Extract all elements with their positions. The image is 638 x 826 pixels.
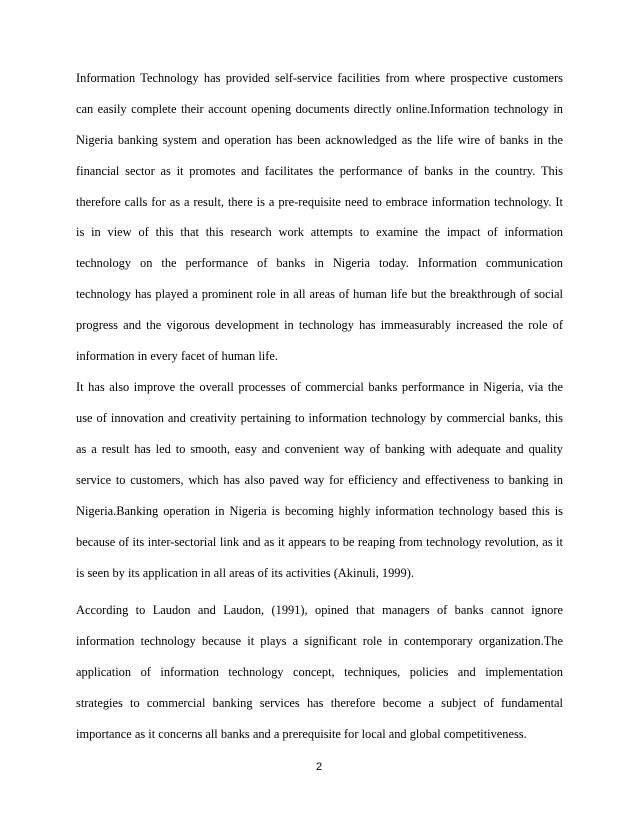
paragraph-3-line-3: application of information technology concept, techniques, policies and implementation	[76, 665, 563, 679]
page-number: 2	[315, 761, 323, 773]
paragraph-2-line-5: Nigeria.Banking operation in Nigeria is becoming highly information technology based this is	[76, 504, 563, 518]
paragraph-1-line-6: is in view of this that this research work attempts to examine the impact of information	[76, 225, 563, 239]
paragraph-1-line-10: information in every facet of human life.	[76, 349, 278, 363]
paragraph-2-line-7: is seen by its application in all areas of its activities (Akinuli, 1999).	[76, 566, 414, 580]
paragraph-1-line-7: technology on the performance of banks in Nigeria today. Information communication	[76, 256, 563, 270]
paragraph-3-line-1: According to Laudon and Laudon, (1991), opined that managers of banks cannot ignore	[76, 603, 563, 617]
paragraph-2-line-2: use of innovation and creativity pertaining to information technology by commercial banks, this	[76, 411, 563, 425]
paragraph-2-line-1: It has also improve the overall processes of commercial banks performance in Nigeria, via the	[76, 380, 563, 394]
paragraph-3-line-5: importance as it concerns all banks and a prerequisite for local and global competitiveness.	[76, 727, 527, 741]
paragraph-1-line-2: can easily complete their account opening documents directly online.Information technology in	[76, 102, 563, 116]
paragraph-1-line-9: progress and the vigorous development in technology has immeasurably increased the role of	[76, 318, 563, 332]
paragraph-3-line-4: strategies to commercial banking services has therefore become a subject of fundamental	[76, 696, 563, 710]
paragraph-1-line-8: technology has played a prominent role in all areas of human life but the breakthrough of social	[76, 287, 563, 301]
paragraph-1-line-5: therefore calls for as a result, there is a pre-requisite need to embrace information technology. It	[76, 195, 563, 209]
paragraph-1-line-1: Information Technology has provided self-service facilities from where prospective customers	[76, 71, 563, 85]
paragraph-3-line-2: information technology because it plays a significant role in contemporary organization.The	[76, 634, 563, 648]
paragraph-2-line-3: as a result has led to smooth, easy and convenient way of banking with adequate and quality	[76, 442, 563, 456]
paragraph-2-line-4: service to customers, which has also paved way for efficiency and effectiveness to banking in	[76, 473, 563, 487]
paragraph-1-line-3: Nigeria banking system and operation has been acknowledged as the life wire of banks in the	[76, 133, 563, 147]
paragraph-1-line-4: financial sector as it promotes and facilitates the performance of banks in the country. This	[76, 164, 563, 178]
paragraph-2-line-6: because of its inter-sectorial link and as it appears to be reaping from technology revolution, as it	[76, 535, 563, 549]
